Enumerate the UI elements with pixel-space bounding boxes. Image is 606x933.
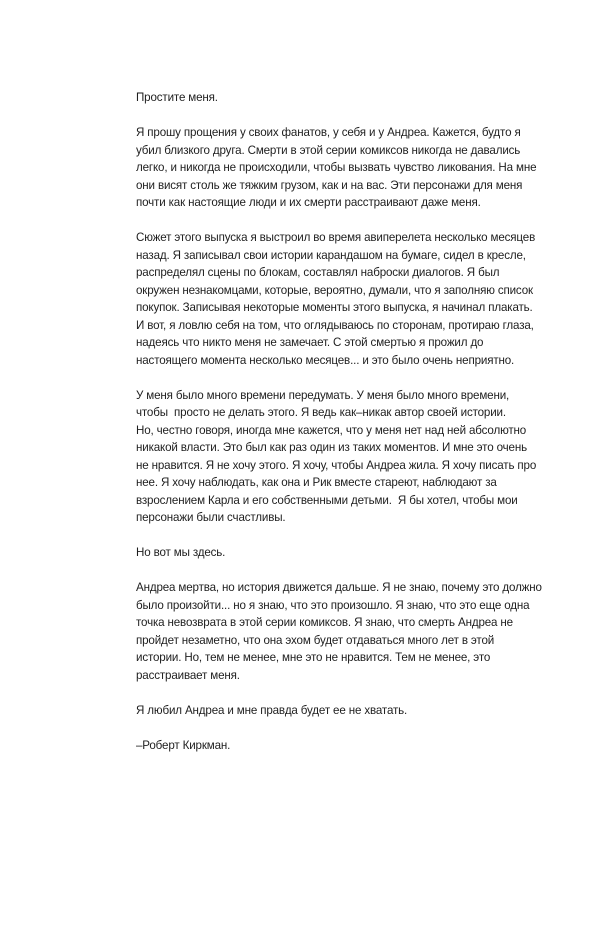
text-line: пройдет незаметно, что она эхом будет отдаваться много лет в этой (136, 633, 495, 647)
text-line: персонажи были счастливы. (136, 511, 286, 524)
text-line: У меня было много времени передумать. У меня было много времени, (136, 388, 510, 402)
text-line: расстраивает меня. (136, 668, 240, 682)
text-line: И вот, я ловлю себя на том, что оглядываюсь по сторонам, протираю глаза, (136, 318, 534, 332)
paragraph-story-continues (136, 579, 542, 684)
text-line: Сюжет этого выпуска я выстроил во время авиперелета несколько месяцев (136, 231, 536, 244)
text-line: назад. Я записывал свои истории карандашом на бумаге, сидел в кресле, (136, 248, 526, 262)
text-line: Но, честно говоря, иногда мне кажется, что у меня нет над ней абсолютно (136, 423, 527, 437)
text-line: не нравится. Я не хочу этого. Я хочу, чтобы Андреа жила. Я хочу писать про (136, 458, 537, 472)
text-line: никакой власти. Это был как раз один из таких моментов. И мне это очень (136, 441, 527, 454)
text-line: чтобы просто не делать этого. Я ведь как–никак автор своей истории. (136, 406, 506, 419)
text-line: покупок. Записывая некоторые моменты этого выпуска, я начинал плакать. (136, 301, 533, 314)
text-line: легко, и никогда не происходили, чтобы вызвать чувство ликования. На мне (136, 161, 537, 174)
signature-text: –Роберт Киркман. (136, 738, 231, 752)
paragraph-plot (136, 229, 536, 369)
text-line: надеясь что никто меня не замечает. С этой смертью я прожил до (136, 336, 484, 349)
text-line: Я прошу прощения у своих фанатов, у себя и у Андреа. Кажется, будто я (136, 126, 521, 139)
paragraph-here-we-are (136, 544, 506, 562)
text-line: точка невозврата в этой серии комиксов. Я знаю, что смерть Андреа не (136, 616, 513, 629)
text-line: почти как настоящие люди и их смерти расстраивают даже меня. (136, 196, 481, 209)
paragraph-fans (136, 124, 537, 212)
text-line: Я любил Андреа и мне правда будет ее не хватать. (136, 703, 408, 717)
text-line: распределял сцены по блокам, составлял наброски диалогов. Я был (136, 266, 500, 279)
paragraph-apology (136, 89, 506, 107)
text-line: они висят столь же тяжким грузом, как и на вас. Эти персонажи для меня (136, 178, 523, 192)
paragraph-loved-andrea (136, 702, 506, 720)
text-line: взрослением Карла и его собственными детьми. Я бы хотел, чтобы мои (136, 493, 518, 507)
text-line: было произойти... но я знаю, что это произошло. Я знаю, что это еще одна (136, 598, 530, 612)
text-line: истории. Но, тем не менее, мне это не нравится. Тем не менее, это (136, 651, 491, 664)
text-line: нее. Я хочу наблюдать, как она и Рик вместе стареют, наблюдают за (136, 476, 497, 489)
text-line: настоящего момента несколько месяцев... и это было очень неприятно. (136, 353, 515, 367)
signature (136, 737, 506, 755)
text-line: убил близкого друга. Смерти в этой серии комиксов никогда не давались (136, 143, 521, 157)
text-line: Простите меня. (136, 91, 218, 104)
letter-text (136, 89, 542, 772)
paragraph-reconsider (136, 387, 537, 527)
text-line: окружен незнакомцами, которые, вероятно, думали, что я заполняю список (136, 283, 533, 297)
text-line: Андреа мертва, но история движется дальше. Я не знаю, почему это должно (136, 581, 542, 594)
text-line: Но вот мы здесь. (136, 546, 226, 559)
